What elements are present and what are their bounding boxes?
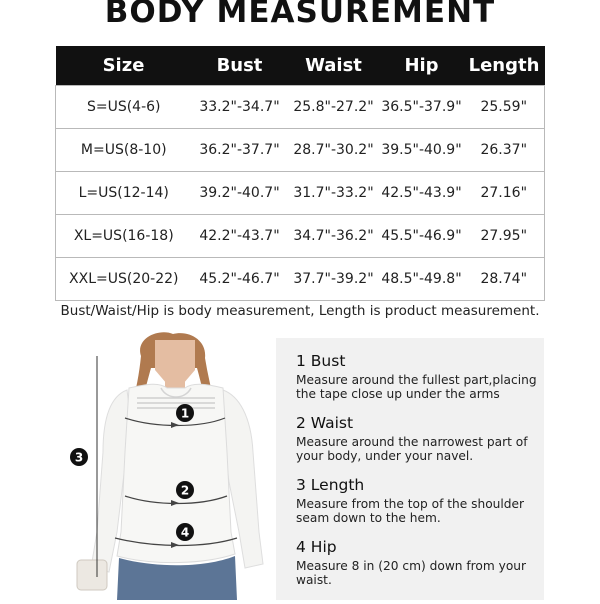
cell-length: 27.16" <box>464 172 545 215</box>
header-length: Length <box>464 46 545 86</box>
step-length <box>296 476 541 525</box>
cell-bust: 36.2"-37.7" <box>192 129 288 172</box>
header-size: Size <box>56 46 192 86</box>
table-row <box>56 215 545 258</box>
step-description: Measure around the narrowest part of your body, under your navel. <box>296 435 528 463</box>
step-description: Measure around the fullest part,placing the tape close up under the arms <box>296 373 537 401</box>
cell-length: 25.59" <box>464 86 545 129</box>
table-row <box>56 258 545 301</box>
handbag-shape <box>77 560 107 590</box>
cell-waist: 34.7"-36.2" <box>288 215 380 258</box>
cell-size: XL=US(16-18) <box>56 215 192 258</box>
cell-size: L=US(12-14) <box>56 172 192 215</box>
size-chart-table <box>55 46 545 301</box>
cell-length: 28.74" <box>464 258 545 301</box>
cell-hip: 36.5"-37.9" <box>380 86 464 129</box>
cell-hip: 48.5"-49.8" <box>380 258 464 301</box>
step-title: 1 Bust <box>296 352 346 370</box>
cell-waist: 28.7"-30.2" <box>288 129 380 172</box>
model-illustration <box>55 332 270 600</box>
step-hip <box>296 538 541 587</box>
hip-marker-label: 4 <box>180 525 190 540</box>
cell-waist: 31.7"-33.2" <box>288 172 380 215</box>
waist-marker-label: 2 <box>180 483 190 498</box>
cell-waist: 37.7"-39.2" <box>288 258 380 301</box>
table-row <box>56 86 545 129</box>
step-waist <box>296 414 541 463</box>
bust-marker <box>176 404 194 422</box>
cell-size: XXL=US(20-22) <box>56 258 192 301</box>
cell-size: S=US(4-6) <box>56 86 192 129</box>
step-description: Measure from the top of the shoulder seam down to the hem. <box>296 497 525 525</box>
length-marker <box>70 448 88 466</box>
hip-marker <box>176 523 194 541</box>
step-title: 4 Hip <box>296 538 337 556</box>
step-bust <box>296 352 541 401</box>
cell-length: 26.37" <box>464 129 545 172</box>
cell-hip: 42.5"-43.9" <box>380 172 464 215</box>
step-title: 2 Waist <box>296 414 354 432</box>
instructions-panel <box>276 338 544 600</box>
cell-length: 27.95" <box>464 215 545 258</box>
cell-bust: 42.2"-43.7" <box>192 215 288 258</box>
header-hip: Hip <box>380 46 464 86</box>
header-bust: Bust <box>192 46 288 86</box>
length-marker-label: 3 <box>74 450 84 465</box>
page-title: BODY MEASUREMENT <box>104 0 496 30</box>
cell-bust: 33.2"-34.7" <box>192 86 288 129</box>
cell-hip: 39.5"-40.9" <box>380 129 464 172</box>
blouse-body <box>117 384 235 562</box>
measurement-note: Bust/Waist/Hip is body measurement, Length is product measurement. <box>60 303 540 319</box>
cell-size: M=US(8-10) <box>56 129 192 172</box>
bust-marker-label: 1 <box>180 406 190 421</box>
table-row <box>56 172 545 215</box>
step-description: Measure 8 in (20 cm) down from your waist. <box>296 559 527 587</box>
table-row <box>56 129 545 172</box>
cell-bust: 45.2"-46.7" <box>192 258 288 301</box>
header-waist: Waist <box>288 46 380 86</box>
waist-marker <box>176 481 194 499</box>
cell-bust: 39.2"-40.7" <box>192 172 288 215</box>
cell-waist: 25.8"-27.2" <box>288 86 380 129</box>
cell-hip: 45.5"-46.9" <box>380 215 464 258</box>
table-header-row <box>56 46 545 86</box>
step-title: 3 Length <box>296 476 365 494</box>
